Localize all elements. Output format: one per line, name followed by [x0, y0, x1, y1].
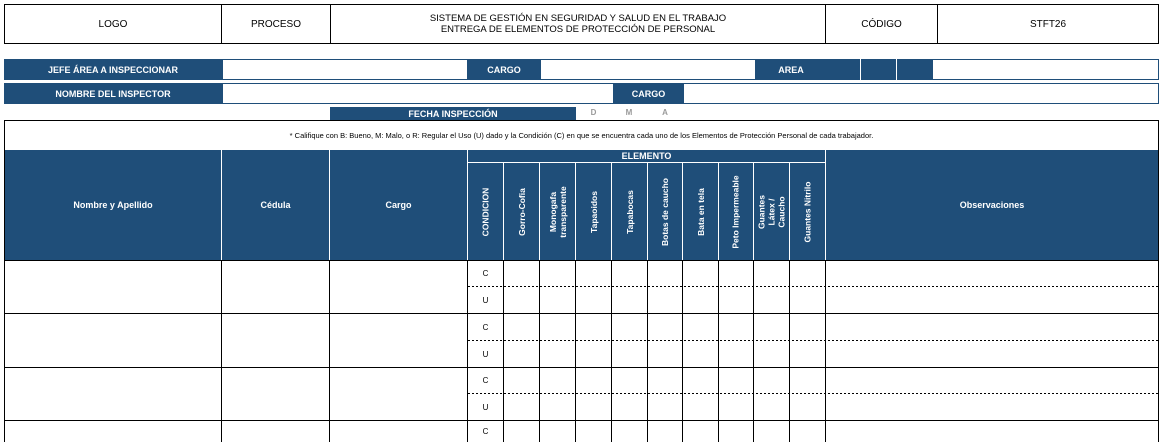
- code-value: STFT26: [1029, 18, 1067, 30]
- col-element-2-text: Tapaoidos: [588, 190, 599, 233]
- col-elemento-text: ELEMENTO: [621, 151, 672, 161]
- c-text: C: [482, 322, 489, 332]
- area-text: AREA: [778, 64, 804, 75]
- col-element-0-text: Gorro-Cofia: [516, 187, 527, 236]
- document-title: SISTEMA DE GESTIÓN EN SEGURIDAD Y SALUD EN EL TRABAJO: [429, 13, 727, 24]
- date-day-label: D: [590, 108, 597, 117]
- col-element-7-text: Guantes Látex / Caucho: [756, 194, 787, 229]
- col-element-5-text: Bata en tela: [695, 187, 706, 236]
- col-element-4-text: Botas de caucho: [660, 177, 670, 246]
- u-text: U: [482, 295, 489, 305]
- row-1-u-label: [468, 287, 503, 313]
- row-2-u-label: [468, 341, 503, 367]
- c-text: C: [482, 427, 489, 436]
- col-element-6-text: Peto Impermeable: [731, 174, 742, 249]
- col-cedula-text: Cédula: [260, 200, 291, 210]
- row-3-u-label: [468, 394, 503, 420]
- code-label: CÓDIGO: [861, 18, 902, 30]
- cargo-text-1: CARGO: [487, 64, 521, 75]
- instructions-label: * Califique con B: Bueno, M: Malo, o R: Regular el Uso (U) dado y la Condición (C) en que se encuentra cada uno de los Elementos de Protección Personal de cada trabajador.: [289, 130, 874, 140]
- row-3-c-label: [468, 368, 503, 393]
- col-element-8-text: Guantes Nitrilo: [802, 181, 813, 242]
- logo-label: LOGO: [98, 18, 128, 30]
- col-observaciones-text: Observaciones: [959, 200, 1025, 210]
- inspector-text: NOMBRE DEL INSPECTOR: [55, 88, 171, 99]
- document-subtitle: ENTREGA DE ELEMENTOS DE PROTECCIÓN DE PERSONAL: [440, 24, 716, 35]
- row-2-c-label: [468, 314, 503, 340]
- fecha-text: FECHA INSPECCIÓN: [408, 108, 498, 119]
- process-label: PROCESO: [250, 18, 301, 30]
- col-element-1-text: Monogafa transparente: [547, 185, 568, 238]
- c-text: C: [482, 376, 489, 385]
- jefe-area-text: JEFE ÁREA A INSPECCIONAR: [47, 64, 179, 75]
- col-nombre-text: Nombre y Apellido: [73, 200, 153, 210]
- col-element-3-text: Tapabocas: [624, 189, 635, 234]
- col-cargo-text: Cargo: [385, 200, 412, 210]
- c-text: C: [482, 269, 489, 278]
- date-month-label: M: [625, 108, 633, 117]
- cargo-text-2: CARGO: [631, 88, 666, 99]
- u-text: U: [482, 349, 489, 359]
- col-condicion-text: CONDICION: [480, 187, 491, 236]
- row-4-c-label: [468, 421, 503, 442]
- u-text: U: [482, 402, 489, 412]
- row-1-c-label: [468, 261, 503, 286]
- date-year-label: A: [662, 108, 668, 117]
